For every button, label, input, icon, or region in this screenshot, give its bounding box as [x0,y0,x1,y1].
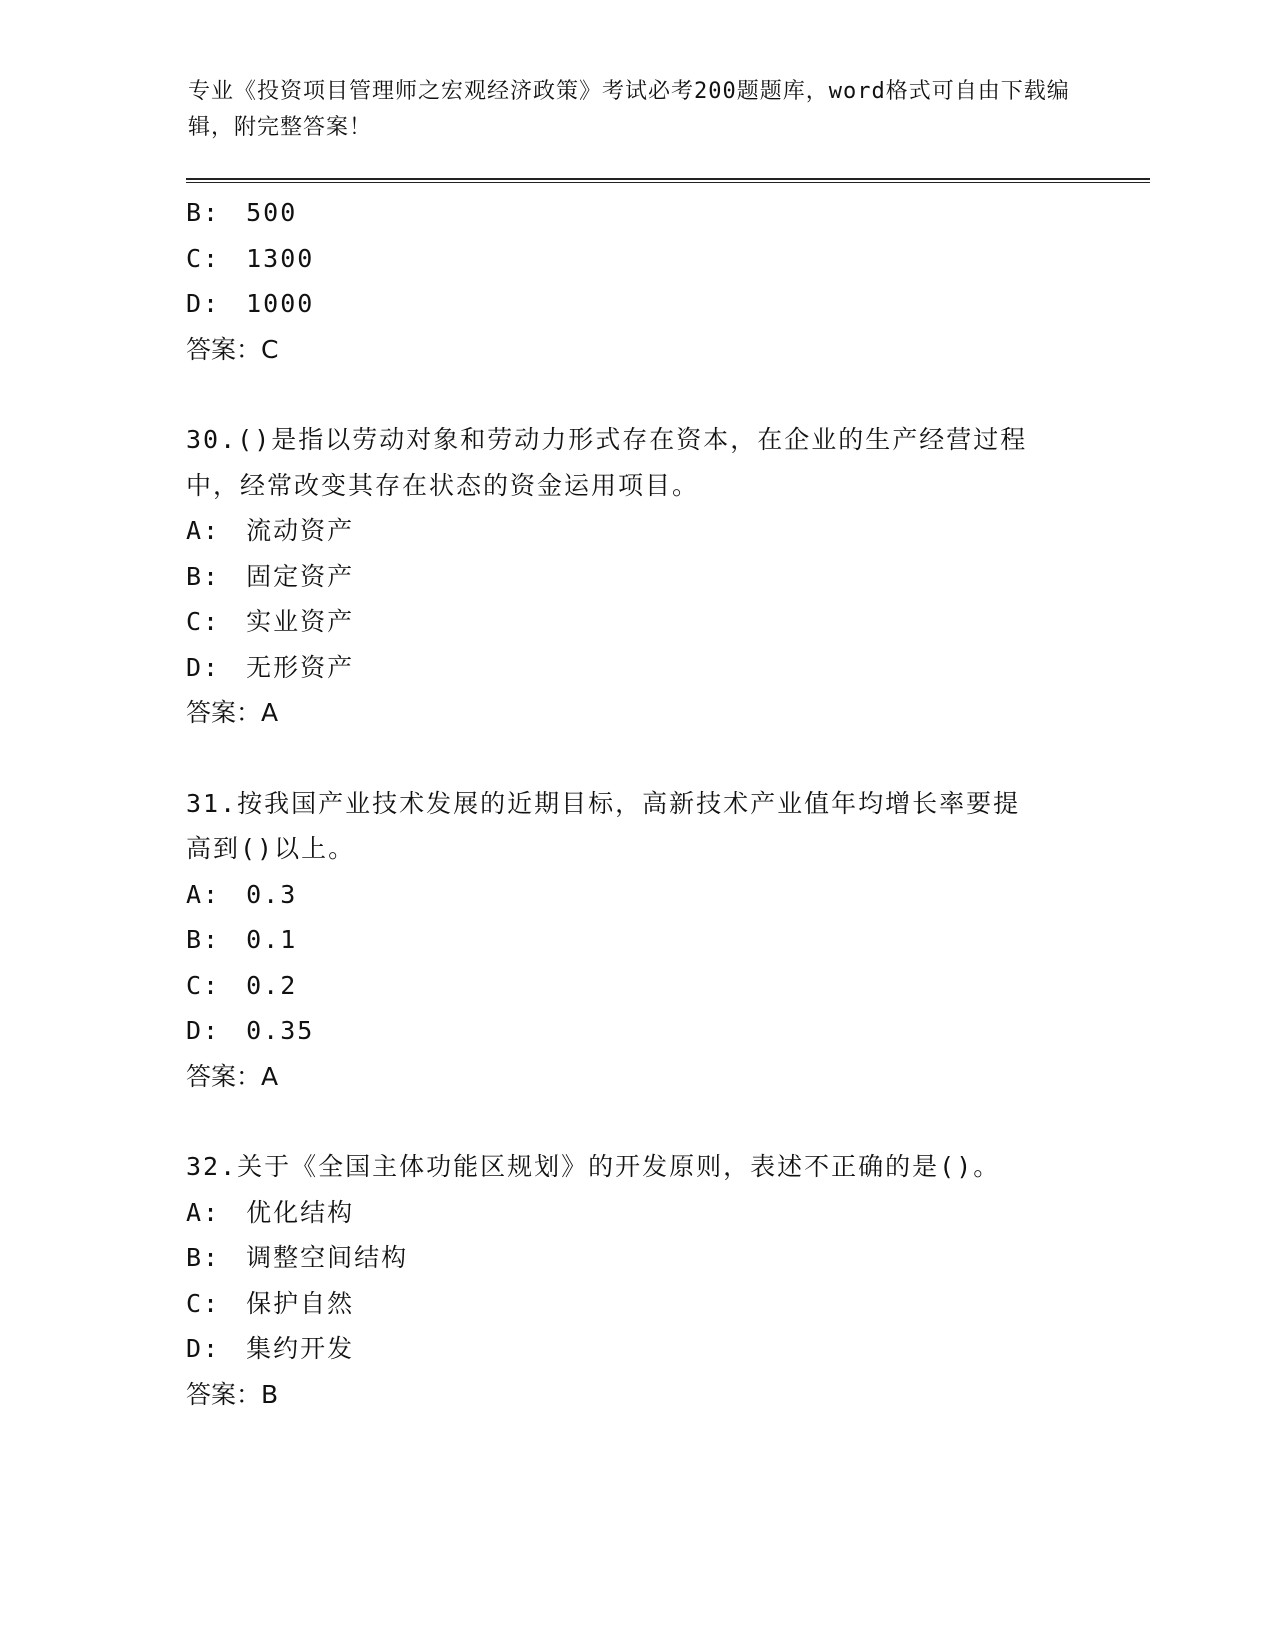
option-c [186,599,1086,645]
option-key: D: [186,289,221,318]
option-key: B: [186,561,221,591]
option-b [186,917,1086,963]
option-a [186,1190,1086,1236]
option-d [186,281,1086,327]
question-32 [186,1144,1086,1417]
option-c [186,1281,1086,1327]
option-text: 固定资产 [246,561,355,591]
option-text: 1300 [246,243,315,273]
option-text: 1000 [246,289,315,318]
option-text: 0.1 [246,925,298,954]
question-text-line: 中，经常改变其存在状态的资金运用项目。 [186,470,700,500]
option-text: 优化结构 [246,1197,355,1227]
question-text-line: 32.关于《全国主体功能区规划》的开发原则，表述不正确的是()。 [186,1152,1001,1181]
answer-line: 答案：B [186,1379,279,1409]
option-text: 0.2 [246,970,298,1000]
header-divider-thin [186,182,1150,183]
option-key: A: [186,1197,221,1227]
option-key: B: [186,198,221,227]
option-b [186,554,1086,600]
option-b [186,190,1086,236]
option-c [186,963,1086,1009]
option-text: 0.3 [246,879,298,909]
option-text: 集约开发 [246,1334,355,1363]
option-key: C: [186,1288,221,1318]
option-a [186,508,1086,554]
option-key: D: [186,1334,221,1363]
question-fragment [186,190,1086,372]
option-key: D: [186,1016,221,1045]
header-divider [186,178,1150,180]
answer-line: 答案：A [186,1061,279,1091]
option-text: 流动资产 [246,516,355,545]
document-intro [188,74,1088,146]
option-key: C: [186,243,221,273]
option-key: B: [186,925,221,954]
option-b [186,1235,1086,1281]
option-text: 无形资产 [246,652,355,682]
option-c [186,236,1086,282]
option-text: 500 [246,198,298,227]
answer-line: 答案：A [186,698,279,727]
option-key: C: [186,607,221,636]
option-key: A: [186,879,221,909]
option-d [186,1008,1086,1054]
option-d [186,1326,1086,1372]
question-30 [186,417,1086,736]
option-text: 保护自然 [246,1288,355,1318]
question-text-line: 30.()是指以劳动对象和劳动力形式存在资本，在企业的生产经营过程 [186,425,1028,454]
option-key: A: [186,516,221,545]
option-d [186,645,1086,691]
option-text: 0.35 [246,1016,315,1045]
option-key: B: [186,1243,221,1272]
option-key: C: [186,970,221,1000]
option-key: D: [186,652,221,682]
answer-line: 答案：C [186,334,279,364]
option-a [186,872,1086,918]
option-text: 实业资产 [246,607,355,636]
question-text-line: 高到()以上。 [186,834,356,863]
option-text: 调整空间结构 [246,1243,409,1272]
question-list [186,190,1086,1417]
question-text-line: 31.按我国产业技术发展的近期目标，高新技术产业值年均增长率要提 [186,788,1021,818]
question-31 [186,781,1086,1100]
intro-text: 专业《投资项目管理师之宏观经济政策》考试必考200题题库，word格式可自由下载编辑，附完整答案！ [188,79,1070,140]
